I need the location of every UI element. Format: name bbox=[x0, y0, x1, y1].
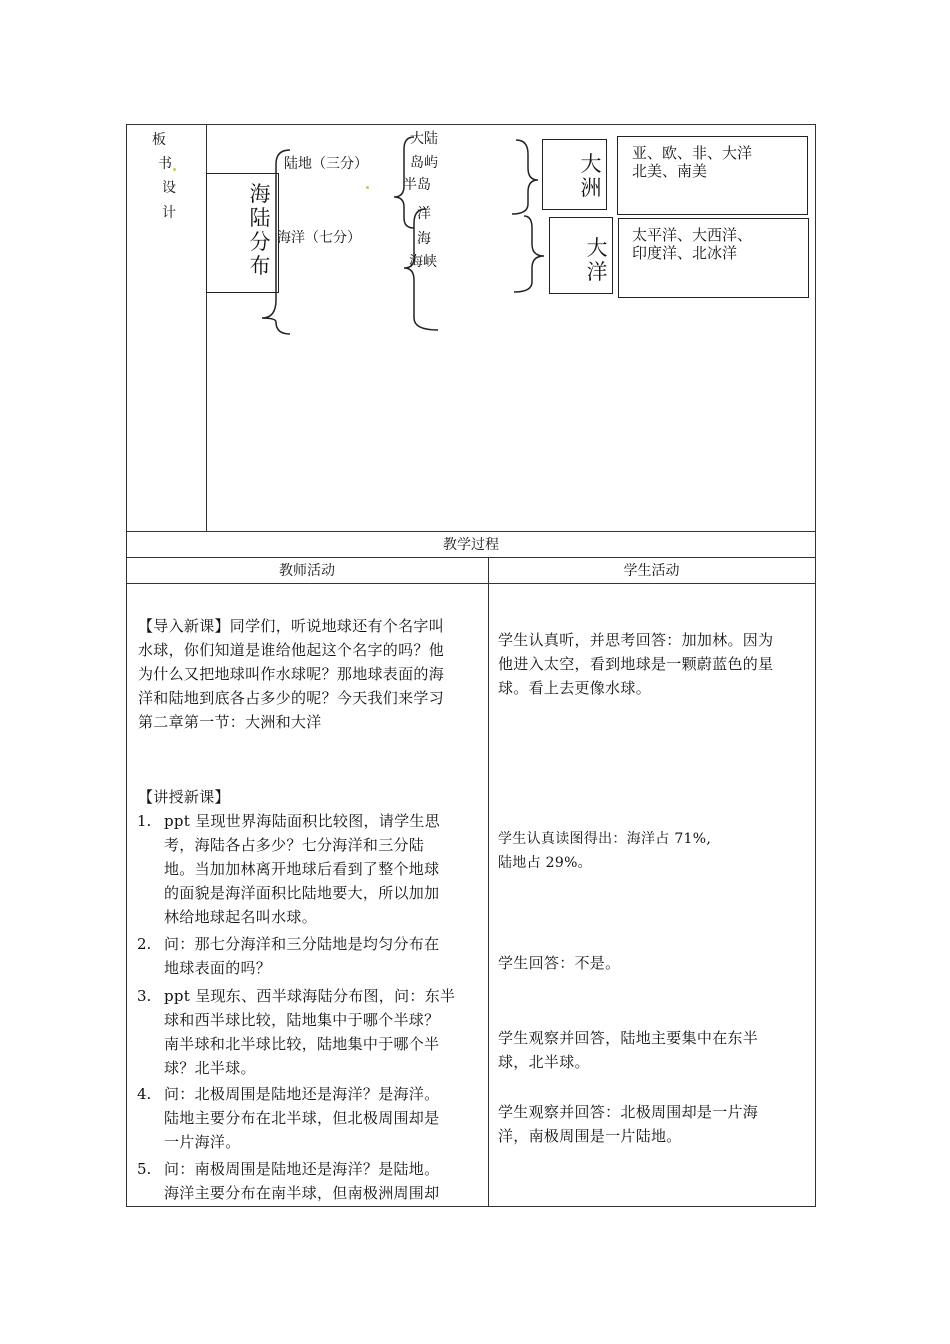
text-line: 球和西半球比较，陆地集中于哪个半球？ bbox=[164, 1011, 440, 1029]
brace-continent bbox=[512, 140, 538, 214]
text-line: 问：那七分海洋和三分陆地是均匀分布在 bbox=[164, 935, 440, 953]
student-answer bbox=[498, 1026, 758, 1074]
teacher-item bbox=[164, 1082, 439, 1154]
text-line: 学生观察并回答，陆地主要集中在东半 bbox=[498, 1029, 759, 1047]
text-line: 球，北半球。 bbox=[498, 1053, 590, 1071]
column-divider bbox=[488, 557, 489, 1207]
text-line: 考，海陆各占多少？七分海洋和三分陆 bbox=[164, 836, 425, 854]
text-line: 洋和陆地到底各占多少的呢？今天我们来学习 bbox=[138, 689, 445, 707]
lecture-heading: 【讲授新课】 bbox=[138, 788, 230, 806]
board-label-char: 书 bbox=[158, 156, 172, 172]
text-line: 球？北半球。 bbox=[164, 1059, 256, 1077]
column-header-divider bbox=[126, 583, 816, 584]
student-answer bbox=[498, 951, 620, 975]
text-line: 第二章第一节：大洲和大洋 bbox=[138, 713, 322, 731]
continent-list-line: 亚、欧、非、大洋 bbox=[632, 144, 753, 162]
text-line: ppt 呈现世界海陆面积比较图，请学生思 bbox=[164, 812, 441, 830]
brace-main bbox=[262, 150, 290, 334]
ocean-list-line: 印度洋、北冰洋 bbox=[632, 244, 738, 262]
teacher-intro bbox=[138, 614, 444, 734]
text-line: 洋，南极周围是一片陆地。 bbox=[498, 1127, 682, 1145]
text-line: 学生回答：不是。 bbox=[498, 954, 621, 972]
text-line: 【导入新课】同学们，听说地球还有个名字叫 bbox=[138, 617, 445, 635]
text-line: 他进入太空，看到地球是一颗蔚蓝色的星 bbox=[498, 655, 774, 673]
text-line: 一片海洋。 bbox=[164, 1133, 241, 1151]
text-line: 水球，你们知道是谁给他起这个名字的吗？他 bbox=[138, 641, 445, 659]
student-column-header: 学生活动 bbox=[623, 563, 680, 579]
ocean-list-line: 太平洋、大西洋、 bbox=[632, 226, 753, 244]
item-number: 5. bbox=[137, 1160, 152, 1178]
land-item: 岛屿 bbox=[410, 155, 438, 171]
teacher-item bbox=[164, 932, 439, 980]
text-line: ppt 呈现东、西半球海陆分布图，问：东半 bbox=[164, 987, 456, 1005]
text-line: 地。当加加林离开地球后看到了整个地球 bbox=[164, 860, 440, 878]
text-line: 学生认真听，并思考回答：加加林。因为 bbox=[498, 631, 774, 649]
ocean-title: 大洋 bbox=[586, 236, 608, 284]
ocean-item: 洋 bbox=[417, 206, 431, 222]
process-title: 教学过程 bbox=[443, 537, 499, 553]
text-line: 学生观察并回答：北极周围却是一片海 bbox=[498, 1103, 759, 1121]
teacher-item bbox=[164, 1157, 439, 1205]
continent-title: 大洲 bbox=[580, 152, 602, 200]
ocean-item: 海峡 bbox=[409, 254, 437, 270]
board-bottom-divider bbox=[126, 531, 816, 532]
teacher-item bbox=[164, 809, 440, 929]
text-line: 陆地占 29%。 bbox=[498, 855, 592, 871]
text-line: 问：北极周围是陆地还是海洋？是海洋。 bbox=[164, 1085, 440, 1103]
ocean-label: 海洋（七分） bbox=[277, 230, 361, 246]
board-label-char: 设 bbox=[162, 180, 176, 196]
continent-list-line: 北美、南美 bbox=[632, 162, 708, 180]
ocean-item: 海 bbox=[417, 231, 431, 247]
land-item: 大陆 bbox=[410, 131, 438, 147]
text-line: 球。看上去更像水球。 bbox=[498, 679, 652, 697]
board-label-char: 板 bbox=[152, 132, 166, 148]
brace-land bbox=[394, 137, 414, 228]
item-number: 1. bbox=[137, 812, 152, 830]
board-label-char: 计 bbox=[162, 205, 176, 221]
text-line: 林给地球起名叫水球。 bbox=[164, 908, 318, 926]
text-line: 陆地主要分布在北半球，但北极周围却是 bbox=[164, 1109, 440, 1127]
item-number: 4. bbox=[137, 1085, 152, 1103]
teacher-column-header: 教师活动 bbox=[279, 563, 335, 579]
teacher-item bbox=[164, 984, 455, 1080]
text-line: 问：南极周围是陆地还是海洋？是陆地。 bbox=[164, 1160, 440, 1178]
student-answer bbox=[498, 628, 773, 700]
text-line: 海洋主要分布在南半球，但南极洲周围却 bbox=[164, 1184, 440, 1202]
table-bottom-border bbox=[126, 1206, 816, 1207]
text-line: 的面貌是海洋面积比陆地要大，所以加加 bbox=[164, 884, 440, 902]
text-line: 为什么又把地球叫作水球呢？那地球表面的海 bbox=[138, 665, 445, 683]
land-label: 陆地（三分） bbox=[284, 156, 368, 172]
text-line: 学生认真读图得出：海洋占 71%, bbox=[498, 831, 712, 847]
main-title: 海陆分布 bbox=[249, 182, 271, 278]
brace-ocean-group bbox=[514, 216, 544, 292]
item-number: 2. bbox=[137, 935, 152, 953]
land-item: 半岛 bbox=[403, 177, 431, 193]
item-number: 3. bbox=[137, 987, 152, 1005]
student-answer bbox=[498, 827, 711, 875]
process-title-divider bbox=[126, 557, 816, 558]
text-line: 南半球和北半球比较，陆地集中于哪个半 bbox=[164, 1035, 440, 1053]
text-line: 地球表面的吗？ bbox=[164, 959, 272, 977]
student-answer bbox=[498, 1100, 758, 1148]
